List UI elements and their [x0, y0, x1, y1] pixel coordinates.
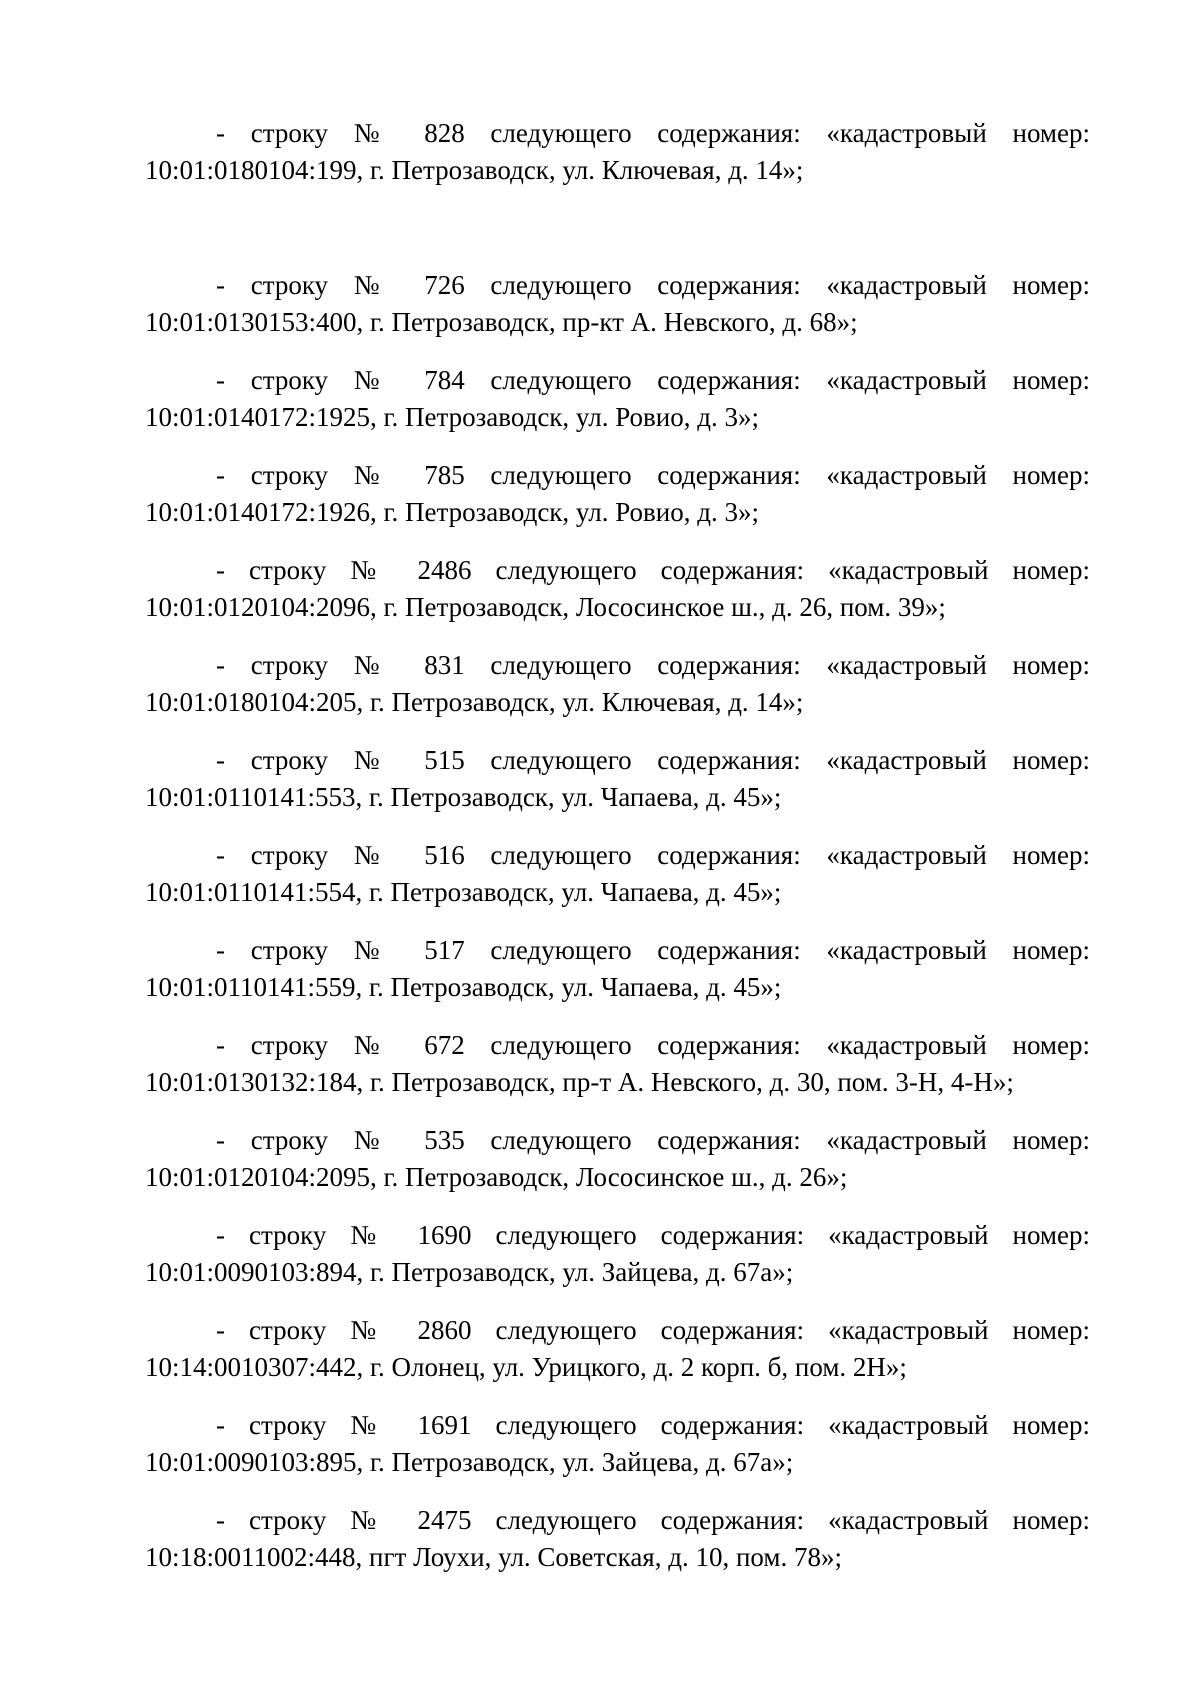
- entry-second-line: 10:01:0130153:400, г. Петрозаводск, пр-кт А. Невского, д. 68»;: [145, 307, 858, 337]
- entry-paragraph: [145, 837, 1090, 911]
- entry-second-line: 10:01:0110141:554, г. Петрозаводск, ул. Чапаева, д. 45»;: [145, 877, 782, 907]
- entry-second-line: 10:01:0090103:895, г. Петрозаводск, ул. Зайцева, д. 67а»;: [145, 1447, 794, 1477]
- entry-second-line: 10:14:0010307:442, г. Олонец, ул. Урицкого, д. 2 корп. б, пом. 2Н»;: [145, 1352, 907, 1382]
- entry-first-line: - строку № 672 следующего содержания: «кадастровый номер:: [216, 1030, 1090, 1060]
- entry-paragraph: [145, 1217, 1090, 1291]
- entry-paragraph: [145, 552, 1090, 626]
- entry-paragraph: [145, 1122, 1090, 1196]
- entry-second-line: 10:18:0011002:448, пгт Лоухи, ул. Советская, д. 10, пом. 78»;: [145, 1542, 842, 1572]
- entry-paragraph: [145, 1312, 1090, 1386]
- entry-paragraph: [145, 742, 1090, 816]
- entry-first-line: - строку № 2860 следующего содержания: «кадастровый номер:: [216, 1315, 1090, 1345]
- entry-first-line: - строку № 2475 следующего содержания: «кадастровый номер:: [216, 1505, 1090, 1535]
- entry-second-line: 10:01:0130132:184, г. Петрозаводск, пр-т А. Невского, д. 30, пом. 3-Н, 4-Н»;: [145, 1067, 1014, 1097]
- entry-paragraph: [145, 267, 1090, 341]
- entry-first-line: - строку № 1691 следующего содержания: «кадастровый номер:: [216, 1410, 1090, 1440]
- entry-paragraph: [145, 647, 1090, 721]
- entry-paragraph: [145, 362, 1090, 436]
- entry-second-line: 10:01:0110141:553, г. Петрозаводск, ул. Чапаева, д. 45»;: [145, 782, 782, 812]
- entry-second-line: 10:01:0110141:559, г. Петрозаводск, ул. Чапаева, д. 45»;: [145, 972, 782, 1002]
- entry-first-line: - строку № 535 следующего содержания: «кадастровый номер:: [216, 1125, 1090, 1155]
- entry-first-line: - строку № 1690 следующего содержания: «кадастровый номер:: [216, 1220, 1090, 1250]
- entry-second-line: 10:01:0180104:199, г. Петрозаводск, ул. Ключевая, д. 14»;: [145, 155, 804, 185]
- entry-first-line: - строку № 784 следующего содержания: «кадастровый номер:: [216, 365, 1090, 395]
- entry-first-line: - строку № 2486 следующего содержания: «кадастровый номер:: [216, 555, 1090, 585]
- entry-second-line: 10:01:0120104:2095, г. Петрозаводск, Лососинское ш., д. 26»;: [145, 1162, 848, 1192]
- entry-first-line: - строку № 831 следующего содержания: «кадастровый номер:: [216, 650, 1090, 680]
- entry-paragraph: [145, 457, 1090, 531]
- entry-second-line: 10:01:0120104:2096, г. Петрозаводск, Лососинское ш., д. 26, пом. 39»;: [145, 592, 946, 622]
- entry-paragraph: [145, 1502, 1090, 1576]
- entry-paragraph: [145, 1027, 1090, 1101]
- entry-first-line: - строку № 726 следующего содержания: «кадастровый номер:: [216, 270, 1090, 300]
- entry-second-line: 10:01:0180104:205, г. Петрозаводск, ул. Ключевая, д. 14»;: [145, 687, 804, 717]
- entry-first-line: - строку № 828 следующего содержания: «кадастровый номер:: [216, 118, 1090, 148]
- entry-second-line: 10:01:0140172:1925, г. Петрозаводск, ул. Ровио, д. 3»;: [145, 402, 759, 432]
- entry-second-line: 10:01:0090103:894, г. Петрозаводск, ул. Зайцева, д. 67а»;: [145, 1257, 794, 1287]
- entry-paragraph: [145, 932, 1090, 1006]
- entry-first-line: - строку № 517 следующего содержания: «кадастровый номер:: [216, 935, 1090, 965]
- entry-first-line: - строку № 515 следующего содержания: «кадастровый номер:: [216, 745, 1090, 775]
- entry-second-line: 10:01:0140172:1926, г. Петрозаводск, ул. Ровио, д. 3»;: [145, 497, 759, 527]
- entry-first-line: - строку № 516 следующего содержания: «кадастровый номер:: [216, 840, 1090, 870]
- entry-first-line: - строку № 785 следующего содержания: «кадастровый номер:: [216, 460, 1090, 490]
- entry-paragraph: [145, 1407, 1090, 1481]
- entry-paragraph: [145, 115, 1090, 189]
